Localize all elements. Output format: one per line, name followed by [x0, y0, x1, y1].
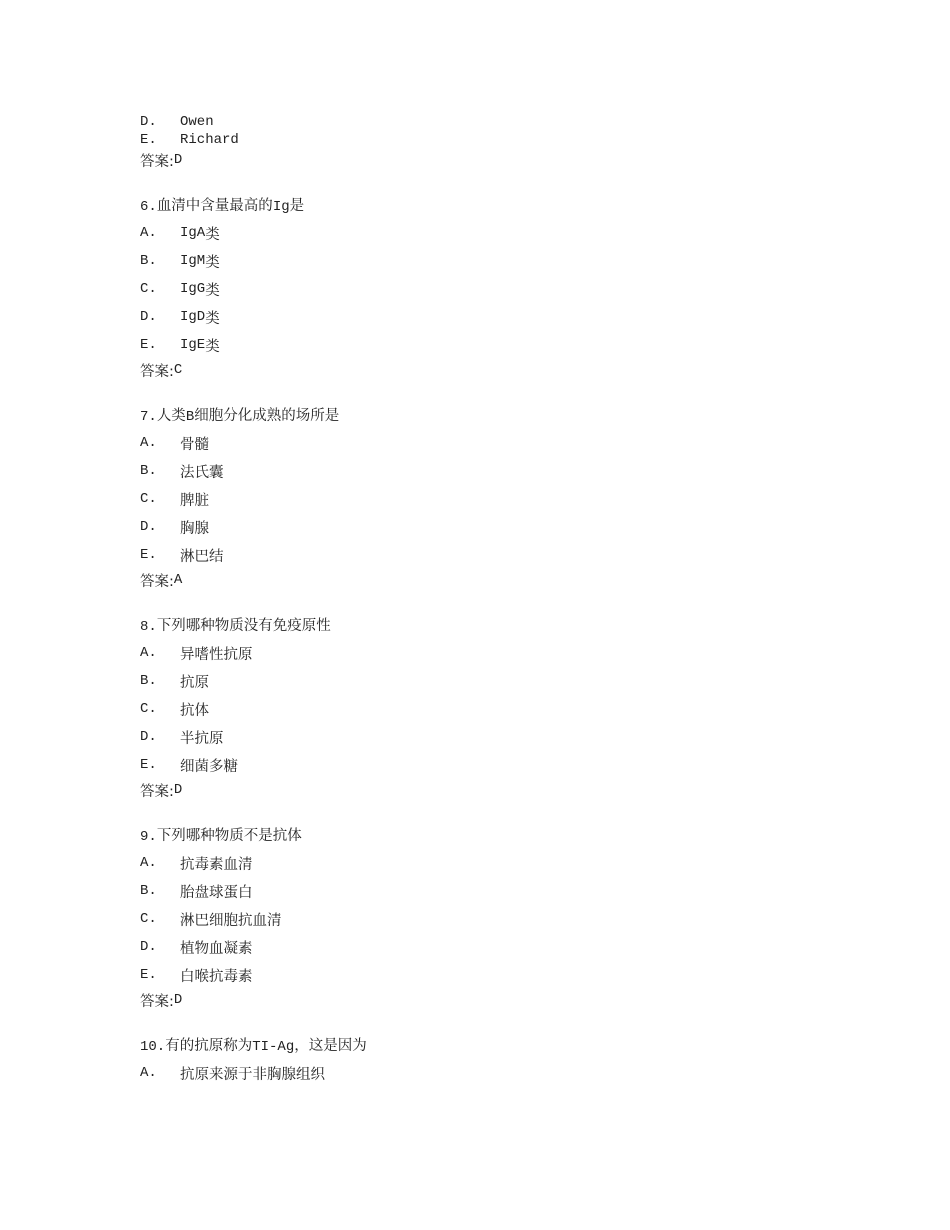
option-text: 法氏囊	[180, 464, 224, 481]
option-text: 类	[205, 254, 220, 271]
question-number: 8.	[140, 619, 157, 635]
question-stem	[140, 395, 900, 429]
answer-label: 答案:	[140, 993, 174, 1010]
option-c	[140, 695, 900, 723]
option-text: 细菌多糖	[180, 758, 238, 775]
option-text: 抗体	[180, 702, 209, 719]
option-text: 类	[205, 338, 220, 355]
option-letter: D.	[140, 309, 157, 325]
question-stem	[140, 1025, 900, 1059]
option-e	[140, 131, 900, 149]
option-letter: B.	[140, 673, 157, 689]
option-text: 抗毒素血清	[180, 856, 253, 873]
question-text: 是	[289, 198, 305, 214]
question-code: B	[185, 409, 195, 425]
option-letter: A.	[140, 435, 157, 451]
question-text: 有的抗原称为	[165, 1038, 253, 1054]
option-e	[140, 541, 900, 569]
option-letter: A.	[140, 1065, 157, 1081]
question-text: 下列哪种物质没有免疫原性	[156, 618, 331, 634]
option-text: 胸腺	[180, 520, 209, 537]
option-a	[140, 1059, 900, 1087]
answer-label: 答案:	[140, 363, 174, 380]
option-letter: E.	[140, 337, 157, 353]
answer-line	[140, 569, 900, 591]
option-code: IgM	[180, 253, 206, 269]
option-e	[140, 751, 900, 779]
answer-line	[140, 779, 900, 801]
option-letter: A.	[140, 645, 157, 661]
option-d	[140, 113, 900, 131]
answer-label: 答案:	[140, 153, 174, 170]
question-number: 10.	[140, 1039, 166, 1055]
question-stem	[140, 605, 900, 639]
question-code: TI-Ag	[252, 1039, 295, 1055]
answer-value: D	[173, 152, 183, 168]
option-code: IgD	[180, 309, 206, 325]
option-text: 半抗原	[180, 730, 224, 747]
option-d	[140, 933, 900, 961]
option-letter: E.	[140, 132, 157, 148]
option-letter: A.	[140, 855, 157, 871]
question-text: 人类	[156, 408, 186, 424]
option-text: 骨髓	[180, 436, 209, 453]
option-c	[140, 275, 900, 303]
answer-line	[140, 989, 900, 1011]
option-letter: D.	[140, 729, 157, 745]
option-d	[140, 723, 900, 751]
option-b	[140, 247, 900, 275]
option-b	[140, 457, 900, 485]
option-d	[140, 303, 900, 331]
option-a	[140, 639, 900, 667]
answer-value: D	[173, 992, 183, 1008]
answer-value: C	[173, 362, 183, 378]
option-letter: B.	[140, 463, 157, 479]
question-stem	[140, 815, 900, 849]
question-text: 细胞分化成熟的场所是	[194, 408, 340, 424]
option-a	[140, 429, 900, 457]
option-text: 淋巴结	[180, 548, 224, 565]
option-text: Richard	[180, 132, 239, 148]
option-letter: C.	[140, 911, 157, 927]
option-letter: E.	[140, 967, 157, 983]
answer-label: 答案:	[140, 783, 174, 800]
option-c	[140, 905, 900, 933]
option-letter: A.	[140, 225, 157, 241]
option-b	[140, 877, 900, 905]
option-e	[140, 331, 900, 359]
option-d	[140, 513, 900, 541]
option-letter: D.	[140, 114, 157, 130]
answer-value: D	[173, 782, 183, 798]
option-letter: C.	[140, 701, 157, 717]
question-text: 下列哪种物质不是抗体	[156, 828, 302, 844]
option-text: 淋巴细胞抗血清	[180, 912, 282, 929]
document-page	[140, 113, 900, 1087]
option-text: 异嗜性抗原	[180, 646, 253, 663]
option-letter: D.	[140, 519, 157, 535]
option-text: 类	[205, 282, 220, 299]
answer-line	[140, 149, 900, 171]
answer-line	[140, 359, 900, 381]
question-stem	[140, 185, 900, 219]
option-letter: E.	[140, 757, 157, 773]
option-text: 胎盘球蛋白	[180, 884, 253, 901]
option-text: 脾脏	[180, 492, 209, 509]
option-text: 类	[205, 226, 220, 243]
option-c	[140, 485, 900, 513]
option-letter: C.	[140, 491, 157, 507]
option-letter: B.	[140, 883, 157, 899]
question-text: ，这是因为	[294, 1038, 367, 1054]
option-b	[140, 667, 900, 695]
option-text: 抗原来源于非胸腺组织	[180, 1066, 325, 1083]
option-letter: C.	[140, 281, 157, 297]
option-letter: E.	[140, 547, 157, 563]
option-code: IgE	[180, 337, 206, 353]
question-number: 7.	[140, 409, 157, 425]
answer-value: A	[173, 572, 183, 588]
answer-label: 答案:	[140, 573, 174, 590]
option-a	[140, 849, 900, 877]
question-number: 6.	[140, 199, 157, 215]
option-text: Owen	[180, 114, 214, 130]
option-e	[140, 961, 900, 989]
question-text: 血清中含量最高的	[156, 198, 273, 214]
option-text: 类	[205, 310, 220, 327]
question-code: Ig	[272, 199, 290, 215]
option-code: IgG	[180, 281, 206, 297]
option-text: 抗原	[180, 674, 209, 691]
option-text: 白喉抗毒素	[180, 968, 253, 985]
option-letter: B.	[140, 253, 157, 269]
option-a	[140, 219, 900, 247]
option-text: 植物血凝素	[180, 940, 253, 957]
option-code: IgA	[180, 225, 206, 241]
option-letter: D.	[140, 939, 157, 955]
question-number: 9.	[140, 829, 157, 845]
